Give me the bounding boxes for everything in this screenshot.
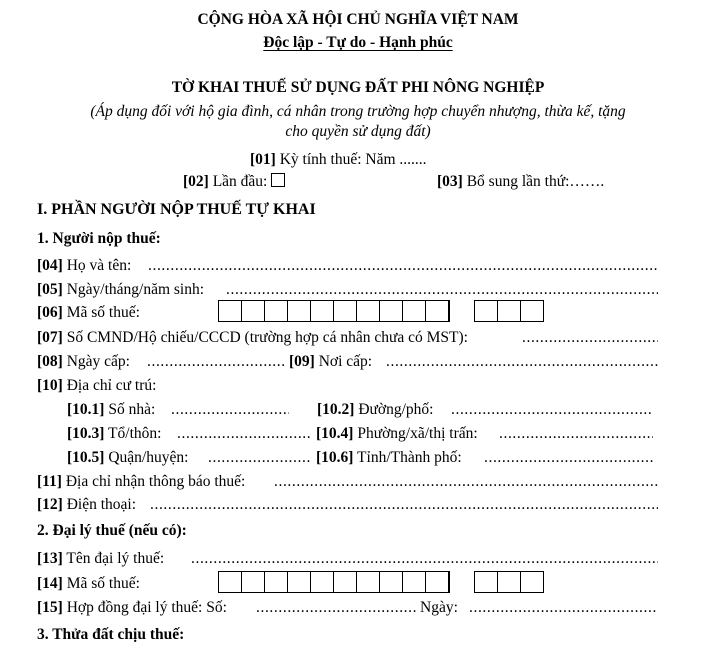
subsection-taxpayer: 1. Người nộp thuế: [37,230,161,247]
field-04-text: Họ và tên: [62,257,132,274]
field-10-label [37,376,156,396]
form-subtitle-line1: (Áp dụng đối với hộ gia đình, cá nhân trong trường hợp chuyển nhượng, thừa kế, tặng [90,103,626,120]
field-07-text: Số CMND/Hộ chiếu/CCCD (trường hợp cá nhân chưa có MST): [62,329,468,346]
field-10-1-text: Số nhà: [104,401,156,418]
first-time-checkbox[interactable] [271,173,285,187]
agent-tax-code-cell[interactable] [333,571,357,593]
tax-code-branch-cell[interactable] [520,300,544,322]
field-12-input-line[interactable] [150,495,658,515]
tax-code-cell[interactable] [310,300,334,322]
field-10-5-code: [10.5] [67,449,105,466]
national-motto [0,33,716,53]
field-15-number-line[interactable] [256,598,418,618]
field-10-3-text: Tổ/thôn: [104,425,162,442]
field-14-code: [14] [37,575,63,592]
agent-tax-code-cell[interactable] [356,571,380,593]
tax-code-boxes-branch[interactable] [474,300,543,322]
agent-tax-code-boxes-branch[interactable] [474,571,543,593]
agent-tax-code-cell[interactable] [425,571,450,593]
field-10-5-text: Quận/huyện: [104,449,189,466]
field-07-input-line[interactable] [522,328,658,348]
tax-code-cell[interactable] [264,300,288,322]
field-09-text: Nơi cấp: [314,353,373,370]
field-10-6-input-line[interactable] [484,448,653,468]
field-05-label [37,280,204,300]
field-13-label [37,549,164,569]
form-subtitle-line2: cho quyền sử dụng đất) [285,123,431,140]
section-1-title: I. PHẦN NGƯỜI NỘP THUẾ TỰ KHAI [37,201,316,218]
field-09-label [289,352,372,372]
field-10-6-text: Tỉnh/Thành phố: [353,449,462,466]
field-10-6-code: [10.6] [316,449,354,466]
field-10-3-input-line[interactable] [177,424,312,444]
field-10-code: [10] [37,377,63,394]
field-10-5-input-line[interactable] [208,448,312,468]
field-02-label: Lần đầu: [208,173,268,190]
tax-code-boxes-main[interactable] [218,300,449,322]
field-03-supplement [437,172,604,192]
field-01-code: [01] [250,151,276,168]
field-09-input-line[interactable] [386,352,658,372]
field-06-text: Mã số thuế: [62,304,140,321]
field-11-input-line[interactable] [274,472,658,492]
agent-tax-code-cell[interactable] [241,571,265,593]
tax-code-cell[interactable] [218,300,242,322]
agent-tax-code-branch-cell[interactable] [474,571,498,593]
field-10-2-input-line[interactable] [451,400,653,420]
field-15-label [37,598,227,618]
tax-code-cell[interactable] [287,300,311,322]
tax-code-cell[interactable] [402,300,426,322]
field-14-label [37,574,140,594]
field-12-code: [12] [37,496,63,513]
field-05-code: [05] [37,281,63,298]
agent-tax-code-branch-cell[interactable] [497,571,521,593]
tax-code-cell[interactable] [241,300,265,322]
field-15-date-label: Ngày: [420,599,458,616]
field-10-2-label [317,400,433,420]
field-10-1-input-line[interactable] [171,400,289,420]
field-13-input-line[interactable] [191,549,658,569]
field-09-code: [09] [289,353,315,370]
subsection-taxable-land: 3. Thửa đất chịu thuế: [37,626,185,643]
agent-tax-code-cell[interactable] [310,571,334,593]
field-10-2-code: [10.2] [317,401,355,418]
field-04-input-line[interactable] [148,256,658,276]
field-14-text: Mã số thuế: [62,575,140,592]
field-15-date-line[interactable] [469,598,658,618]
field-01-label: Kỳ tính thuế: Năm ....... [275,151,427,168]
field-08-label [37,352,130,372]
field-12-label [37,495,136,515]
field-06-label [37,303,140,323]
field-10-3-label [67,424,161,444]
field-10-2-text: Đường/phố: [354,401,434,418]
agent-tax-code-boxes-main[interactable] [218,571,449,593]
country-name: CỘNG HÒA XÃ HỘI CHỦ NGHĨA VIỆT NAM [197,11,519,28]
field-13-text: Tên đại lý thuế: [62,550,165,567]
tax-code-cell[interactable] [356,300,380,322]
field-10-6-label [316,448,462,468]
field-10-5-label [67,448,188,468]
field-02-first-time [183,172,285,192]
tax-code-cell[interactable] [379,300,403,322]
agent-tax-code-cell[interactable] [264,571,288,593]
tax-code-cell[interactable] [425,300,450,322]
field-03-code: [03] [437,173,463,190]
field-01-tax-period [250,150,427,170]
field-11-text: Địa chỉ nhận thông báo thuế: [61,473,246,490]
field-04-label [37,256,131,276]
field-10-1-label [67,400,155,420]
field-11-label [37,472,245,492]
field-04-code: [04] [37,257,63,274]
field-15-text: Hợp đồng đại lý thuế: Số: [62,599,227,616]
subsection-tax-agent: 2. Đại lý thuế (nếu có): [37,522,187,539]
field-03-label: Bổ sung lần thứ:……. [462,173,605,190]
agent-tax-code-branch-cell[interactable] [520,571,544,593]
field-02-code: [02] [183,173,209,190]
field-10-4-label [316,424,478,444]
field-05-text: Ngày/tháng/năm sinh: [62,281,205,298]
tax-code-branch-cell[interactable] [497,300,521,322]
field-10-4-code: [10.4] [316,425,354,442]
field-13-code: [13] [37,550,63,567]
field-08-code: [08] [37,353,63,370]
field-08-text: Ngày cấp: [62,353,130,370]
field-12-text: Điện thoại: [62,496,137,513]
agent-tax-code-cell[interactable] [402,571,426,593]
field-10-text: Địa chỉ cư trú: [62,377,157,394]
field-07-code: [07] [37,329,63,346]
field-10-3-code: [10.3] [67,425,105,442]
tax-code-branch-cell[interactable] [474,300,498,322]
field-10-1-code: [10.1] [67,401,105,418]
agent-tax-code-cell[interactable] [218,571,242,593]
agent-tax-code-cell[interactable] [379,571,403,593]
field-07-label [37,328,468,348]
field-08-input-line[interactable] [147,352,285,372]
field-10-4-input-line[interactable] [499,424,653,444]
field-11-code: [11] [37,473,62,490]
tax-code-cell[interactable] [333,300,357,322]
field-05-input-line[interactable] [226,280,658,300]
agent-tax-code-cell[interactable] [287,571,311,593]
motto-text: Độc lập - Tự do - Hạnh phúc [263,34,453,51]
field-06-code: [06] [37,304,63,321]
form-title: TỜ KHAI THUẾ SỬ DỤNG ĐẤT PHI NÔNG NGHIỆP [171,79,545,96]
field-15-code: [15] [37,599,63,616]
field-10-4-text: Phường/xã/thị trấn: [353,425,478,442]
